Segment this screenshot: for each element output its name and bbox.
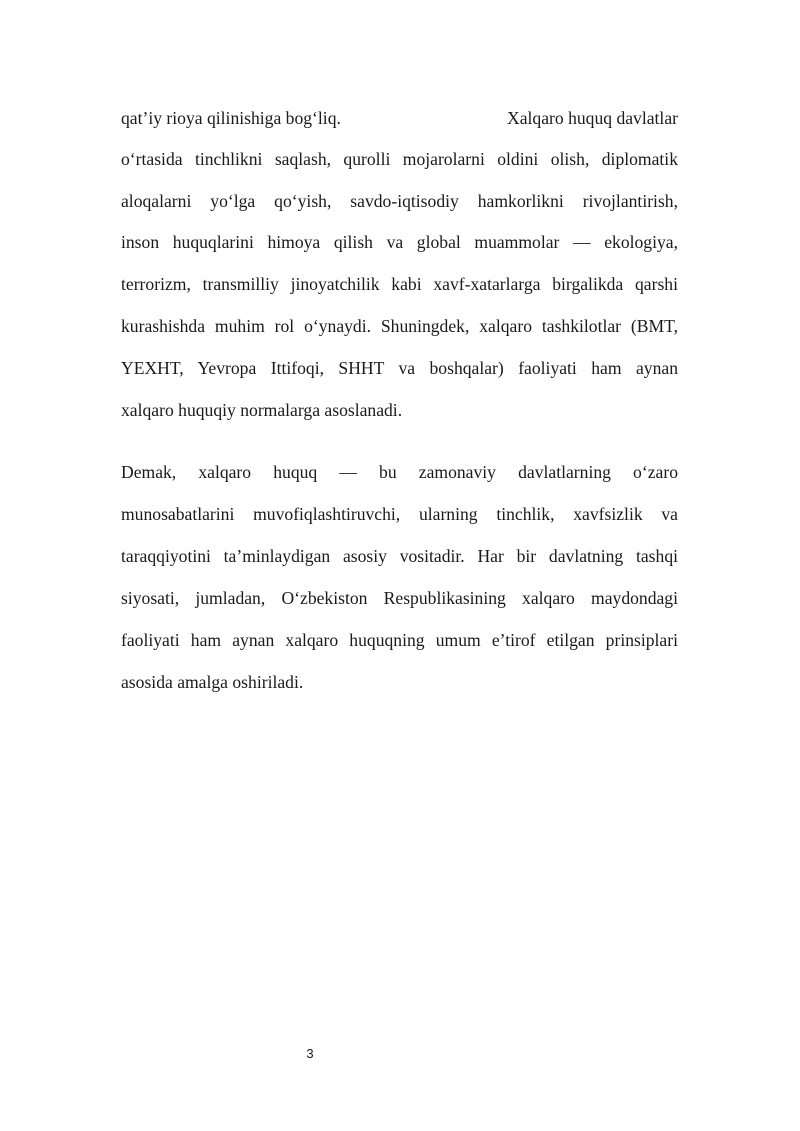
paragraph1-line0-right: Xalqaro huquq davlatlar	[507, 108, 678, 128]
paragraph2-line: faoliyati ham aynan xalqaro huquqning umum e’tirof etilgan prinsiplari	[121, 630, 678, 650]
paragraph1-line: kurashishda muhim rol o‘ynaydi. Shuningdek, xalqaro tashkilotlar (BMT,	[121, 316, 678, 336]
paragraph1-line: xalqaro huquqiy normalarga asoslanadi.	[121, 400, 403, 420]
paragraph1-line0-left: qat’iy rioya qilinishiga bog‘liq.	[121, 108, 341, 128]
paragraph1-line: inson huquqlarini himoya qilish va global muammolar — ekologiya,	[121, 232, 678, 252]
paragraph1-line: o‘rtasida tinchlikni saqlash, qurolli mojarolarni oldini olish, diplomatik	[121, 149, 678, 169]
paragraph2-line: asosida amalga oshiriladi.	[121, 672, 304, 692]
paragraph1-line: terrorizm, transmilliy jinoyatchilik kabi xavf-xatarlarga birgalikda qarshi	[121, 274, 678, 294]
paragraph1-line: YEXHT, Yevropa Ittifoqi, SHHT va boshqalar) faoliyati ham aynan	[121, 358, 678, 378]
page-number: 3	[306, 1046, 314, 1061]
paragraph2-line: siyosati, jumladan, O‘zbekiston Respublikasining xalqaro maydondagi	[121, 588, 678, 608]
paragraph2-line: taraqqiyotini ta’minlaydigan asosiy vositadir. Har bir davlatning tashqi	[121, 546, 678, 566]
paragraph1-line: aloqalarni yo‘lga qo‘yish, savdo-iqtisodiy hamkorlikni rivojlantirish,	[121, 191, 678, 211]
paragraph2-line: Demak, xalqaro huquq — bu zamonaviy davlatlarning o‘zaro	[121, 462, 678, 482]
paragraph2-line: munosabatlarini muvofiqlashtiruvchi, ularning tinchlik, xavfsizlik va	[121, 504, 678, 524]
